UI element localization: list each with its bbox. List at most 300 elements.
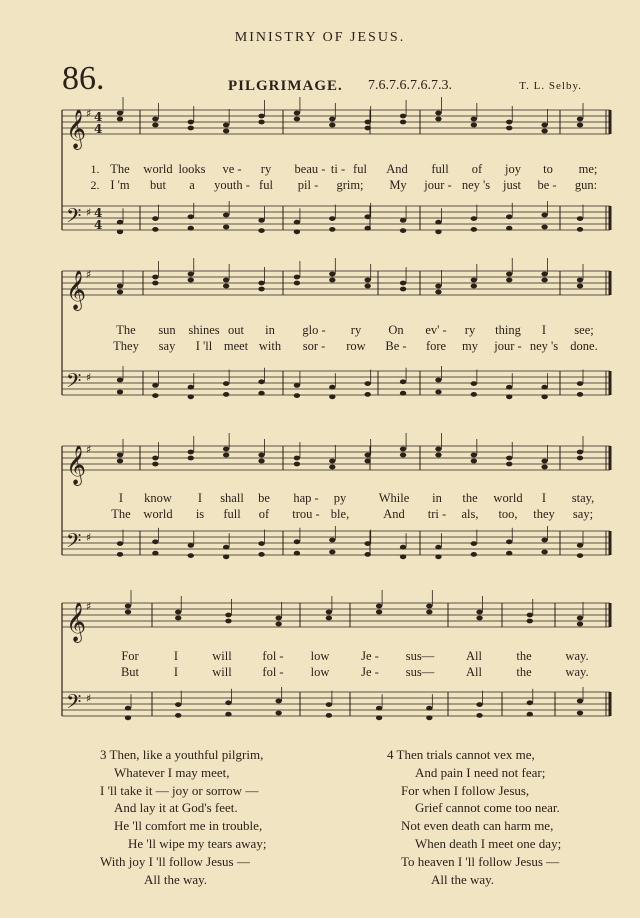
notehead	[400, 218, 406, 223]
lyric-line	[0, 507, 640, 523]
lyric-syllable: jour -	[494, 339, 522, 353]
lyric-syllable: The	[116, 323, 136, 337]
lyric-syllable: fore	[425, 339, 447, 353]
notehead	[435, 117, 441, 122]
notehead	[329, 272, 335, 277]
time-signature: 4	[94, 122, 103, 136]
notehead	[506, 120, 512, 125]
stanza-line: And lay it at God's feet.	[114, 800, 238, 816]
lyric-syllable: ry	[464, 323, 476, 337]
notehead	[471, 278, 477, 283]
lyric-syllable: they	[533, 507, 555, 521]
lyric-syllable: My	[389, 178, 407, 192]
notehead	[476, 713, 482, 718]
hymn-composer: T. L. Selby.	[519, 80, 582, 92]
bass-clef-icon: 𝄢	[66, 529, 82, 557]
lyric-syllable: And	[383, 507, 405, 521]
notehead	[225, 619, 231, 624]
notehead	[117, 453, 123, 458]
notehead	[223, 545, 229, 550]
notehead	[329, 278, 335, 283]
time-signature: 4	[94, 110, 103, 124]
time-signature: 4	[94, 218, 103, 232]
notehead	[471, 381, 477, 386]
lyric-syllable: All	[466, 649, 482, 663]
notehead	[541, 213, 547, 218]
lyric-syllable: will	[212, 665, 232, 679]
notehead	[435, 447, 441, 452]
notehead	[223, 453, 229, 458]
notehead	[294, 111, 300, 116]
notehead	[376, 715, 382, 720]
notehead	[577, 450, 583, 455]
lyric-syllable: in	[265, 323, 275, 337]
notehead	[541, 272, 547, 277]
lyric-syllable: youth -	[214, 178, 250, 192]
notehead	[152, 539, 158, 544]
lyric-syllable: ney 's	[529, 339, 559, 353]
lyric-syllable: shall	[220, 491, 244, 505]
notehead	[471, 453, 477, 458]
notehead	[435, 554, 441, 559]
notehead	[258, 459, 264, 464]
lyric-syllable: is	[195, 507, 205, 521]
notehead	[188, 385, 194, 390]
treble-clef-icon: 𝄞	[66, 602, 87, 642]
notehead	[364, 278, 370, 283]
notehead	[541, 459, 547, 464]
notehead	[541, 225, 547, 230]
running-head: MINISTRY OF JESUS.	[234, 30, 406, 45]
lyric-syllable: world	[143, 507, 173, 521]
lyric-syllable: I 'm	[110, 178, 130, 192]
notehead	[426, 715, 432, 720]
notehead	[577, 553, 583, 558]
notehead	[376, 610, 382, 615]
notehead	[223, 278, 229, 283]
notehead	[376, 604, 382, 609]
notehead	[258, 228, 264, 233]
lyric-syllable: Je -	[361, 665, 379, 679]
lyric-syllable: know	[144, 491, 172, 505]
notehead	[435, 111, 441, 116]
treble-clef-icon: 𝄞	[66, 270, 87, 310]
notehead	[471, 117, 477, 122]
notehead	[117, 541, 123, 546]
lyric-syllable: I	[541, 323, 547, 337]
lyric-syllable: ble,	[330, 507, 350, 521]
notehead	[364, 392, 370, 397]
notehead	[258, 218, 264, 223]
lyric-syllable: shines	[188, 323, 220, 337]
lyric-syllable: They	[113, 339, 139, 353]
lyric-syllable: ful	[259, 178, 273, 192]
lyric-line	[0, 649, 640, 665]
stanza-line: When death I meet one day;	[415, 835, 562, 851]
notehead	[152, 393, 158, 398]
stanza-line: And pain I need not fear;	[415, 764, 546, 780]
notehead	[294, 393, 300, 398]
notehead	[326, 610, 332, 615]
lyric-syllable: way.	[565, 665, 589, 679]
treble-clef-icon: 𝄞	[66, 109, 87, 149]
notehead	[527, 619, 533, 624]
lyric-syllable: done.	[570, 339, 598, 353]
notehead	[364, 541, 370, 546]
lyric-syllable: low	[310, 665, 330, 679]
notehead	[117, 390, 123, 395]
lyric-syllable: looks	[178, 162, 206, 176]
lyric-syllable: For	[121, 649, 139, 663]
notehead	[188, 553, 194, 558]
lyric-syllable: Je -	[361, 649, 379, 663]
notehead	[506, 214, 512, 219]
lyric-syllable: sor -	[302, 339, 326, 353]
lyric-syllable: fol -	[262, 649, 284, 663]
notehead	[294, 456, 300, 461]
lyric-syllable: me;	[578, 162, 598, 176]
lyric-syllable: low	[310, 649, 330, 663]
lyric-syllable: gun:	[574, 178, 598, 192]
lyric-syllable: thing	[495, 323, 521, 337]
lyric-syllable: of	[471, 162, 483, 176]
stanza-line: He 'll wipe my tears away;	[128, 835, 267, 851]
lyric-syllable: to	[543, 162, 553, 176]
lyric-syllable: be -	[537, 178, 557, 192]
notehead	[152, 281, 158, 286]
lyric-syllable: On	[388, 323, 404, 337]
lyric-syllable: too,	[498, 507, 518, 521]
notehead	[435, 545, 441, 550]
notehead	[400, 120, 406, 125]
notehead	[294, 117, 300, 122]
notehead	[329, 385, 335, 390]
lyric-syllable: All	[466, 665, 482, 679]
notehead	[329, 216, 335, 221]
stanza-4	[387, 746, 561, 888]
lyric-syllable: ry	[350, 323, 362, 337]
notehead	[527, 700, 533, 705]
notehead	[364, 126, 370, 131]
notehead	[223, 123, 229, 128]
notehead	[117, 284, 123, 289]
notehead	[275, 616, 281, 621]
lyric-syllable: full	[431, 162, 449, 176]
stanza-line: I 'll take it — joy or sorrow —	[100, 782, 259, 798]
notehead	[364, 381, 370, 386]
notehead	[117, 378, 123, 383]
bass-clef-icon: 𝄢	[66, 690, 82, 718]
notehead	[294, 220, 300, 225]
notehead	[506, 226, 512, 231]
sharp-icon: ♯	[86, 107, 92, 120]
notehead	[541, 550, 547, 555]
notehead	[329, 538, 335, 543]
notehead	[223, 129, 229, 134]
notehead	[506, 539, 512, 544]
notehead	[326, 702, 332, 707]
notehead	[294, 229, 300, 234]
lyric-syllable: world	[143, 162, 173, 176]
notehead	[294, 281, 300, 286]
lyric-syllable: full	[223, 507, 241, 521]
lyric-syllable: the	[516, 649, 532, 663]
notehead	[577, 392, 583, 397]
notehead	[400, 554, 406, 559]
notehead	[329, 394, 335, 399]
notehead	[527, 613, 533, 618]
notehead	[426, 610, 432, 615]
notehead	[506, 462, 512, 467]
notehead	[506, 278, 512, 283]
lyric-syllable: world	[493, 491, 523, 505]
notehead	[435, 229, 441, 234]
lyric-line	[0, 323, 640, 339]
stanza-line: For when I follow Jesus,	[401, 782, 530, 798]
stanza-line: Not even death can harm me,	[401, 818, 554, 834]
stanza-line: Whatever I may meet,	[114, 764, 230, 780]
lyric-line	[0, 665, 640, 681]
lyric-syllable: While	[378, 491, 410, 505]
notehead	[188, 272, 194, 277]
lyric-syllable: als,	[461, 507, 479, 521]
notehead	[152, 123, 158, 128]
stanza-line: To heaven I 'll follow Jesus —	[401, 853, 560, 869]
notehead	[541, 465, 547, 470]
notehead	[125, 604, 131, 609]
notehead	[152, 275, 158, 280]
notehead	[476, 616, 482, 621]
notehead	[294, 462, 300, 467]
notehead	[152, 456, 158, 461]
lyric-syllable: I 'll	[195, 339, 213, 353]
notehead	[527, 712, 533, 717]
notehead	[577, 622, 583, 627]
lyric-syllable: hap -	[293, 491, 319, 505]
notehead	[541, 538, 547, 543]
notehead	[506, 272, 512, 277]
notehead	[175, 610, 181, 615]
notehead	[225, 700, 231, 705]
sharp-icon: ♯	[86, 268, 92, 281]
lyric-syllable: with	[258, 339, 282, 353]
notehead	[400, 379, 406, 384]
notehead	[541, 129, 547, 134]
notehead	[364, 552, 370, 557]
notehead	[326, 713, 332, 718]
lyric-syllable: stay,	[571, 491, 595, 505]
lyric-syllable: grim;	[336, 178, 364, 192]
notehead	[188, 278, 194, 283]
notehead	[577, 711, 583, 716]
lyric-syllable: I	[541, 491, 547, 505]
bass-clef-icon: 𝄢	[66, 369, 82, 397]
notehead	[188, 450, 194, 455]
notehead	[225, 613, 231, 618]
notehead	[329, 465, 335, 470]
notehead	[275, 699, 281, 704]
lyric-syllable: row	[346, 339, 366, 353]
notehead	[223, 447, 229, 452]
notehead	[188, 543, 194, 548]
notehead	[506, 551, 512, 556]
notehead	[506, 394, 512, 399]
notehead	[125, 706, 131, 711]
lyric-line	[0, 339, 640, 355]
verse-number: 2.	[90, 178, 100, 192]
notehead	[258, 552, 264, 557]
lyric-syllable: of	[258, 507, 270, 521]
notehead	[223, 554, 229, 559]
notehead	[471, 552, 477, 557]
notehead	[577, 284, 583, 289]
notehead	[258, 120, 264, 125]
hymn-meter: 7.6.7.6.7.6.7.3.	[368, 78, 452, 93]
notehead	[435, 284, 441, 289]
notehead	[125, 715, 131, 720]
lyric-syllable: be	[258, 491, 270, 505]
stanza-line: All the way.	[144, 871, 208, 887]
lyric-syllable: ful	[353, 162, 367, 176]
lyric-line	[0, 491, 640, 507]
lyric-syllable: in	[432, 491, 442, 505]
lyric-syllable: ry	[260, 162, 272, 176]
sharp-icon: ♯	[86, 600, 92, 613]
notehead	[476, 610, 482, 615]
lyric-syllable: the	[516, 665, 532, 679]
notehead	[471, 459, 477, 464]
sharp-icon: ♯	[86, 443, 92, 456]
notehead	[577, 381, 583, 386]
lyric-syllable: ve -	[222, 162, 242, 176]
notehead	[329, 123, 335, 128]
notehead	[223, 392, 229, 397]
notehead	[258, 453, 264, 458]
lyric-syllable: the	[462, 491, 478, 505]
lyric-syllable: The	[111, 507, 131, 521]
notehead	[471, 123, 477, 128]
lyric-syllable: a	[189, 178, 195, 192]
lyric-syllable: joy	[505, 162, 521, 176]
notehead	[435, 290, 441, 295]
lyric-syllable: beau -	[294, 162, 326, 176]
notehead	[577, 699, 583, 704]
notehead	[294, 383, 300, 388]
lyric-syllable: out	[228, 323, 244, 337]
lyric-syllable: But	[120, 665, 140, 679]
notehead	[364, 226, 370, 231]
lyric-syllable: ti -	[330, 162, 346, 176]
bass-clef-icon: 𝄢	[66, 204, 82, 232]
notehead	[577, 117, 583, 122]
sharp-icon: ♯	[86, 692, 92, 705]
notehead	[376, 706, 382, 711]
lyric-line	[0, 178, 640, 194]
lyric-syllable: sus—	[405, 665, 435, 679]
time-signature: 4	[94, 206, 103, 220]
stanza-line: Grief cannot come too near.	[415, 800, 560, 816]
notehead	[258, 379, 264, 384]
notehead	[223, 213, 229, 218]
notehead	[506, 456, 512, 461]
notehead	[400, 447, 406, 452]
notehead	[577, 543, 583, 548]
lyric-syllable: ev' -	[425, 323, 447, 337]
notehead	[364, 459, 370, 464]
notehead	[506, 385, 512, 390]
lyric-syllable: py	[333, 491, 347, 505]
lyric-syllable: I	[173, 649, 179, 663]
notehead	[435, 378, 441, 383]
lyric-syllable: I	[118, 491, 124, 505]
lyric-syllable: Be -	[385, 339, 407, 353]
stanza-line: 3 Then, like a youthful pilgrim,	[100, 747, 264, 762]
lyric-syllable: my	[462, 339, 478, 353]
lyric-syllable: meet	[223, 339, 249, 353]
notehead	[152, 216, 158, 221]
notehead	[294, 551, 300, 556]
lyric-syllable: but	[150, 178, 166, 192]
notehead	[577, 227, 583, 232]
notehead	[471, 216, 477, 221]
notehead	[152, 117, 158, 122]
verse-number: 1.	[90, 162, 100, 176]
notehead	[223, 284, 229, 289]
lyric-syllable: ney 's	[461, 178, 491, 192]
notehead	[188, 226, 194, 231]
notehead	[117, 220, 123, 225]
notehead	[435, 453, 441, 458]
lyric-syllable: will	[212, 649, 232, 663]
notehead	[188, 214, 194, 219]
notehead	[541, 123, 547, 128]
notehead	[326, 616, 332, 621]
notehead	[175, 702, 181, 707]
notehead	[152, 383, 158, 388]
notehead	[400, 281, 406, 286]
notehead	[541, 278, 547, 283]
notehead	[152, 462, 158, 467]
sharp-icon: ♯	[86, 206, 92, 219]
lyric-syllable: And	[386, 162, 408, 176]
lyric-syllable: glo -	[302, 323, 326, 337]
notehead	[223, 225, 229, 230]
notehead	[577, 216, 583, 221]
lyric-syllable: sus—	[405, 649, 435, 663]
notehead	[152, 227, 158, 232]
notehead	[117, 117, 123, 122]
notehead	[471, 541, 477, 546]
notehead	[294, 275, 300, 280]
notehead	[329, 227, 335, 232]
notehead	[258, 114, 264, 119]
stanza-line: All the way.	[431, 871, 495, 887]
notehead	[476, 702, 482, 707]
notehead	[364, 453, 370, 458]
notehead	[175, 616, 181, 621]
notehead	[471, 227, 477, 232]
notehead	[258, 281, 264, 286]
notehead	[471, 392, 477, 397]
notehead	[329, 117, 335, 122]
notehead	[225, 712, 231, 717]
notehead	[188, 394, 194, 399]
notehead	[400, 114, 406, 119]
notehead	[275, 711, 281, 716]
hymn-number: 86.	[62, 60, 105, 97]
lyric-syllable: just	[502, 178, 522, 192]
notehead	[117, 111, 123, 116]
